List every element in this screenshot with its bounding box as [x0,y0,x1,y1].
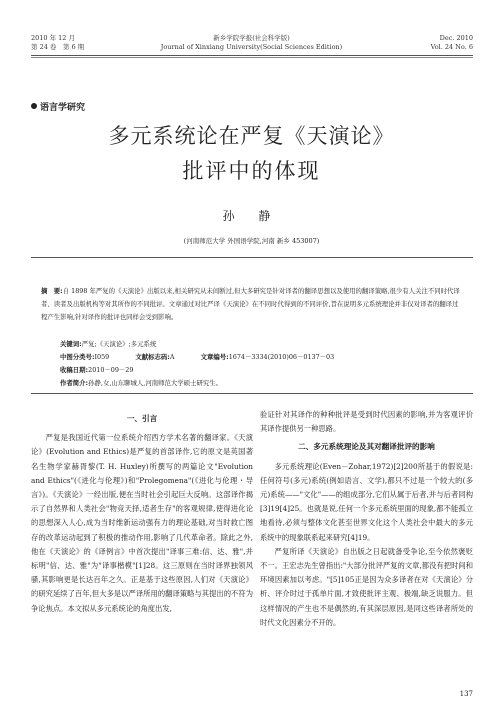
paragraph-continued: 验证针对其译作的种种批评是受到时代因素的影响,并为客观评价其译作提供另一种思路。 [260,410,473,434]
paragraph: 多元系统理论(Even－Zohar,1972)[2]200所基于的假说是:任何符号(多元)系统(例如语言、文学),都只不过是一个较大的(多元)系统——"文化"——的组成部分,它们从属于后者,并与后者同构[3]19[4]25。也就是说,任何一个多元系统里面的现象,都不能孤立地看待,必须与整体文化甚至世界文化这个人类社会中最大的多元系统中的现象联系起来研究[4]19。 [260,461,473,542]
classification-line [60,351,334,364]
received-value: 2010－09－29 [88,366,134,374]
abstract-text: 自 1898 年严复的《天演论》出版以来,相关研究从未间断过,但大多研究是针对译者的翻译思想以及使用的翻译策略,很少有人关注不同时代译者、读者及出版机构等对其所作的不同批评。文章通过对比严译《天演论》在不同时代得到的不同评价,旨在说明多元系统理论并非仅对译者的翻译过程产生影响,针对译作的批评也同样会受到影响。 [41,287,460,321]
author-bio-value: 孙静,女,山东聊城人,河南师范大学硕士研究生。 [88,379,223,387]
article-id-label: 文章编号: [200,353,229,361]
section-tag [31,100,85,113]
right-column [260,408,473,630]
paragraph: 严复所译《天演论》自出版之日起就备受争论,至今依然褒贬不一。王宏志先生曾指出:"大部分批评严复的文章,都没有把时间和环境因素加以考虑。"[5]105正是因为众多译者在对《天演论》分析、评介时过于孤单片面,才致使批评主观、极端,缺乏说服力。但这样情况的产生也不是偶然的,有其深层原因,是同这些译者所处的时代文化因素分不开的。 [260,546,473,627]
paragraph: 严复是我国近代第一位系统介绍西方学术名著的翻译家。《天演论》(Evolution and Ethics)是严复的首部译作,它的原文是英国著名生物学家赫胥黎(T. H. Huxley)所撰写的两篇论文"Evolution and Ethics"(《进化与伦理》)和"Prolegomena"(《进化与伦理・导言》)。《天演论》一经出版,便在当时社会引起巨大反响。这部译作揭示了自然界和人类社会"物竞天择,适者生存"的客观规律,使得进化论的思想深入人心,成为当时维新运动强有力的理论基础,对当时救亡图存的改革运动起到了积极的推动作用,影响了几代革命者。除此之外,他在《天演论》的《译例言》中首次提出"译事三难:信、达、雅",并标明"信、达、雅"为"译事楷模"[1]28。这三原则在当时译界独领风骚,其影响更是长达百年之久。正是基于这些原因,人们对《天演论》的研究延续了百年,但大多是以严译所用的翻译策略与其提出的不符为争论焦点。本文拟从多元系统论的角度出发, [31,433,253,613]
author-bio-line [60,377,222,390]
left-column [31,408,253,616]
header-date-en: Dec. 2010 [439,34,473,42]
header-volume-en: Vol. 24 No. 6 [430,43,473,51]
keywords [60,338,156,351]
author-bio-label: 作者简介: [60,379,89,387]
section-heading-intro: 一、引言 [126,414,158,423]
header-right [431,34,473,52]
title-rule [31,257,473,258]
header-volume: 第 24 卷 第 6 期 [31,43,85,51]
section-tag-label: 语言学研究 [40,103,86,113]
header-rule [31,55,473,56]
author-name: 孙 静 [222,209,281,223]
journal-name-en: Journal of Xinxiang University(Social Sciences Edition) [160,43,343,51]
clc-value: I059 [94,353,110,361]
doc-code-value: A [169,353,175,361]
section-heading-theory: 二、多元系统理论及其对翻译批评的影响 [298,442,435,452]
abstract-label: 摘 要: [41,287,63,295]
received-label: 收稿日期: [60,366,89,374]
bullet-icon [31,103,37,109]
doc-code-label: 文献标志码: [135,353,170,361]
received-line [60,364,133,377]
page-number: 137 [459,690,473,698]
header-center [0,34,503,52]
header-rule-thin [31,57,473,58]
keywords-label: 关键词: [60,340,82,348]
keywords-text: 严复;《天演论》;多元系统 [81,340,157,348]
abstract [41,285,461,324]
journal-name-cn: 新乡学院学报(社会科学版) [213,34,290,42]
title-line-2: 批评中的体现 [182,159,321,183]
header-date: 2010 年 12 月 [31,34,76,42]
affiliation: (河南师范大学 外国语学院,河南 新乡 453007) [183,237,320,245]
clc-label: 中图分类号: [60,353,95,361]
article-id-value: 1674－3334(2010)06－0137－03 [228,353,335,361]
title-line-1: 多元系统论在严复《天演论》 [108,124,395,148]
meta-rule [31,393,473,394]
